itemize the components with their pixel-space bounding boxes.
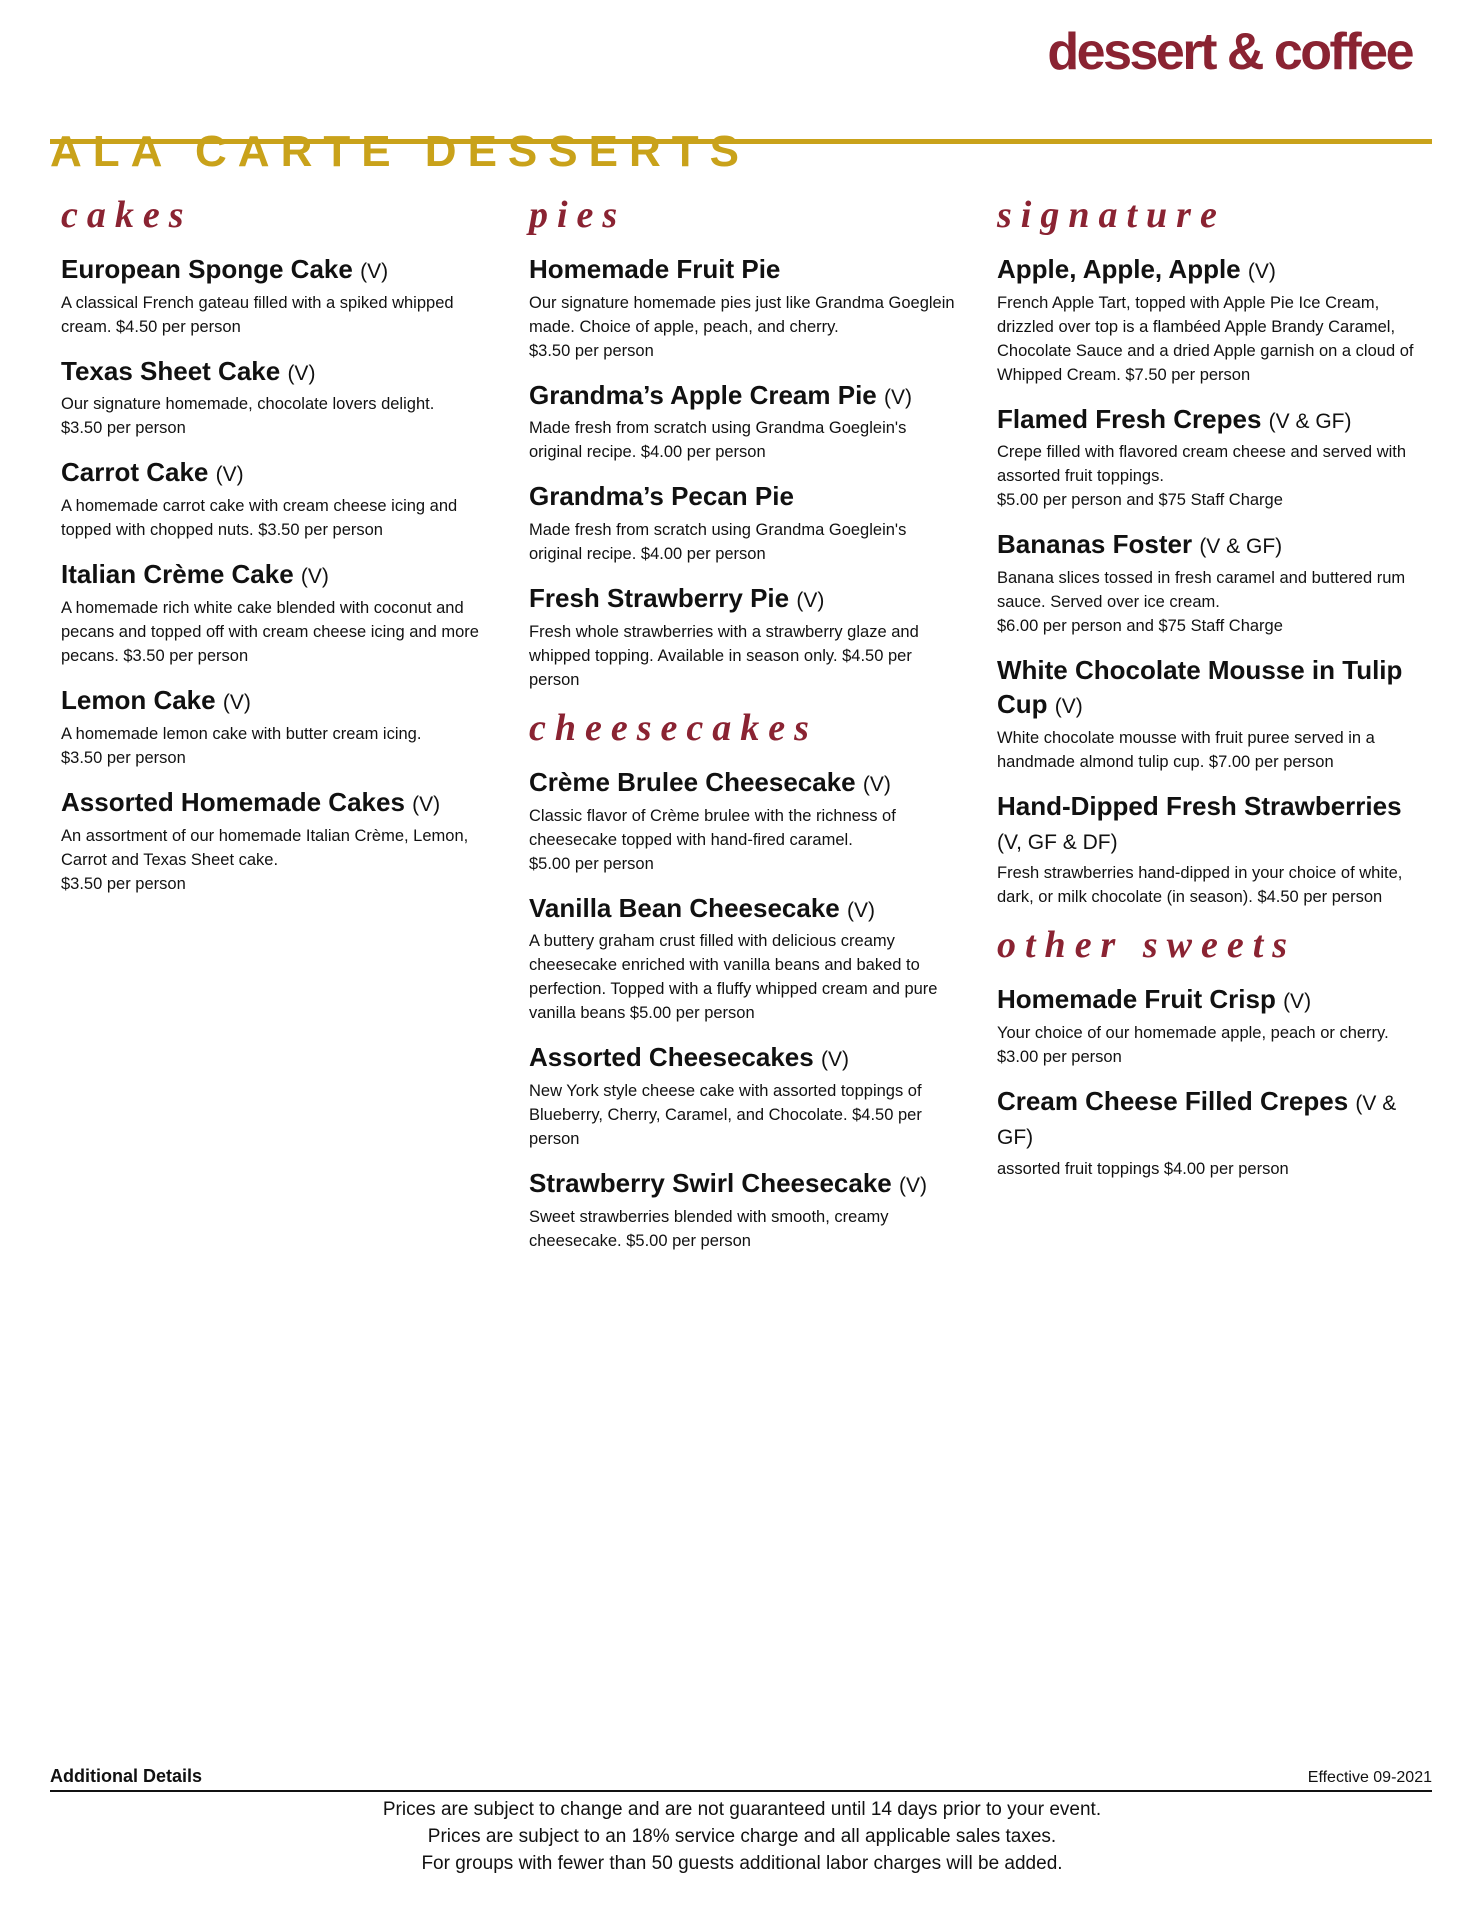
menu-item — [997, 1085, 1427, 1181]
menu-item-title — [61, 253, 491, 287]
menu-item-name: Homemade Fruit Pie — [529, 253, 781, 284]
menu-column-3 — [997, 195, 1427, 1197]
section-title: other sweets — [997, 924, 1297, 967]
dietary-tag: (V) — [1054, 694, 1083, 718]
dietary-tag: (V & GF) — [1268, 409, 1352, 433]
page-title: ALA CARTE DESSERTS — [50, 127, 750, 176]
menu-item-title — [529, 582, 964, 616]
menu-item-name: Flamed Fresh Crepes — [997, 403, 1262, 434]
menu-item-name: Hand-Dipped Fresh Strawberries — [997, 790, 1402, 821]
menu-item — [529, 892, 964, 1026]
dietary-tag: (V & GF) — [1199, 535, 1283, 559]
menu-item-description: White chocolate mousse with fruit puree served in a handmade almond tulip cup. $7.00 per person — [997, 728, 1375, 771]
menu-item-title — [529, 766, 964, 800]
menu-column-1 — [61, 195, 491, 912]
menu-item-name: Texas Sheet Cake — [61, 355, 281, 386]
menu-item-description: Crepe filled with flavored cream cheese and served with assorted fruit toppings. $5.00 per person and $75 Staff Charge — [997, 443, 1407, 510]
menu-item-name: Grandma’s Apple Cream Pie — [529, 379, 877, 410]
menu-item — [997, 983, 1427, 1069]
menu-item-description: Fresh whole strawberries with a strawberry glaze and whipped topping. Available in season only. $4.50 per person — [529, 622, 919, 689]
menu-item-description: French Apple Tart, topped with Apple Pie Ice Cream, drizzled over top is a flambéed Apple Brandy Caramel, Chocolate Sauce and a dried Apple garnish on a cloud of Whipped Cream. $7.50 per person — [997, 293, 1414, 384]
menu-item-description: A buttery graham crust filled with delicious creamy cheesecake enriched with vanilla beans and baked to perfection. Topped with a fluffy whipped cream and pure vanilla beans $5.00 per person — [529, 932, 938, 1023]
menu-item — [61, 558, 491, 668]
menu-item-title — [529, 1041, 964, 1075]
menu-item-title — [529, 379, 964, 413]
section-title: cakes — [61, 194, 193, 236]
menu-item-title — [997, 654, 1427, 722]
menu-item-title — [529, 480, 964, 514]
dietary-tag: (V) — [883, 385, 912, 409]
footer-note: Prices are subject to an 18% service charge and all applicable sales taxes. — [427, 1826, 1057, 1847]
menu-item-title — [997, 403, 1427, 437]
menu-item-name: Homemade Fruit Crisp — [997, 984, 1276, 1015]
menu-item — [529, 253, 964, 363]
menu-item-description: Our signature homemade pies just like Grandma Goeglein made. Choice of apple, peach, and cherry. $3.50 per person — [529, 293, 955, 360]
menu-item-title — [997, 1085, 1427, 1153]
menu-item-name: Lemon Cake — [61, 684, 216, 715]
menu-item-description: An assortment of our homemade Italian Crème, Lemon, Carrot and Texas Sheet cake. $3.50 per person — [61, 826, 469, 893]
menu-item-name: White Chocolate Mousse in Tulip Cup — [997, 655, 1403, 719]
footer-rule — [50, 1790, 1432, 1792]
menu-item-name: European Sponge Cake — [61, 253, 353, 284]
menu-item — [529, 582, 964, 692]
menu-item-title — [997, 253, 1427, 287]
menu-item — [997, 253, 1427, 387]
dietary-tag: (V) — [300, 565, 329, 589]
footer-notes — [0, 1796, 1484, 1877]
dietary-tag: (V) — [846, 898, 875, 922]
dietary-tag: (V) — [222, 690, 251, 714]
menu-item-description: A homemade rich white cake blended with coconut and pecans and topped off with cream cheese icing and more pecans. $3.50 per person — [61, 598, 479, 665]
menu-item-title — [997, 528, 1427, 562]
section-title: cheesecakes — [529, 706, 818, 749]
dietary-tag: (V) — [1283, 990, 1312, 1014]
footer-note: For groups with fewer than 50 guests additional labor charges will be added. — [421, 1853, 1063, 1874]
menu-item-description: Made fresh from scratch using Grandma Goeglein's original recipe. $4.00 per person — [529, 521, 907, 564]
menu-item-name: Apple, Apple, Apple — [997, 253, 1241, 284]
menu-item — [529, 766, 964, 876]
menu-item-description: Our signature homemade, chocolate lovers delight. $3.50 per person — [61, 395, 435, 438]
menu-item — [61, 355, 491, 441]
dietary-tag: (V) — [215, 463, 244, 487]
section-title: signature — [997, 194, 1226, 236]
menu-item-title — [61, 558, 491, 592]
menu-item-title — [61, 684, 491, 718]
dietary-tag: (V) — [287, 361, 316, 385]
menu-item-description: Your choice of our homemade apple, peach or cherry. $3.00 per person — [997, 1023, 1389, 1066]
menu-item — [529, 379, 964, 465]
menu-item-name: Assorted Homemade Cakes — [61, 786, 405, 817]
footer-heading: Additional Details — [50, 1766, 203, 1786]
dietary-tag: (V) — [1247, 259, 1276, 283]
menu-item-name: Vanilla Bean Cheesecake — [529, 892, 840, 923]
footer-note: Prices are subject to change and are not guaranteed until 14 days prior to your event. — [382, 1799, 1102, 1820]
menu-item-title — [61, 786, 491, 820]
menu-item — [997, 790, 1427, 910]
menu-item — [529, 1041, 964, 1151]
menu-item-name: Italian Crème Cake — [61, 559, 294, 590]
menu-item-name: Carrot Cake — [61, 457, 209, 488]
menu-item-description: A classical French gateau filled with a spiked whipped cream. $4.50 per person — [61, 293, 454, 336]
menu-item — [61, 786, 491, 896]
menu-column-2 — [529, 195, 964, 1269]
menu-item-name: Bananas Foster — [997, 529, 1193, 560]
dietary-tag: (V) — [862, 772, 891, 796]
menu-item-name: Assorted Cheesecakes — [529, 1042, 814, 1073]
menu-item — [529, 480, 964, 566]
menu-item-name: Cream Cheese Filled Crepes — [997, 1085, 1349, 1116]
dietary-tag: (V & GF) — [997, 1091, 1397, 1149]
menu-item-name: Crème Brulee Cheesecake — [529, 766, 856, 797]
menu-item-name: Fresh Strawberry Pie — [529, 583, 790, 614]
dietary-tag: (V) — [820, 1048, 849, 1072]
menu-item-description: Made fresh from scratch using Grandma Goeglein's original recipe. $4.00 per person — [529, 419, 907, 462]
menu-item-description: A homemade lemon cake with butter cream icing. $3.50 per person — [61, 724, 422, 767]
brand-title: dessert & coffee — [1047, 23, 1412, 81]
menu-item-title — [997, 790, 1427, 858]
effective-date: Effective 09-2021 — [1307, 1769, 1432, 1786]
menu-item — [997, 654, 1427, 774]
menu-item-title — [529, 892, 964, 926]
menu-item — [529, 1167, 964, 1253]
menu-item-description: Fresh strawberries hand-dipped in your choice of white, dark, or milk chocolate (in season). $4.50 per person — [997, 864, 1403, 907]
menu-item-description: Classic flavor of Crème brulee with the richness of cheesecake topped with hand-fired caramel. $5.00 per person — [529, 806, 896, 873]
menu-item-description: Sweet strawberries blended with smooth, creamy cheesecake. $5.00 per person — [529, 1207, 889, 1250]
menu-item-title — [529, 1167, 964, 1201]
menu-item-description: Banana slices tossed in fresh caramel and buttered rum sauce. Served over ice cream. $6.00 per person and $75 Staff Charge — [997, 569, 1406, 636]
menu-item-title — [61, 355, 491, 389]
menu-item — [61, 253, 491, 339]
menu-item-title — [61, 456, 491, 490]
menu-item — [997, 403, 1427, 513]
menu-item-name: Grandma’s Pecan Pie — [529, 481, 794, 512]
menu-item-title — [997, 983, 1427, 1017]
dietary-tag: (V) — [360, 259, 389, 283]
menu-item-description: A homemade carrot cake with cream cheese icing and topped with chopped nuts. $3.50 per person — [61, 497, 458, 540]
menu-item-description: assorted fruit toppings $4.00 per person — [997, 1159, 1289, 1178]
menu-item — [61, 456, 491, 542]
section-title: pies — [529, 194, 627, 236]
dietary-tag: (V) — [412, 792, 441, 816]
menu-item-description: New York style cheese cake with assorted toppings of Blueberry, Cherry, Caramel, and Chocolate. $4.50 per person — [529, 1082, 922, 1149]
dietary-tag: (V, GF & DF) — [997, 830, 1118, 854]
dietary-tag: (V) — [796, 589, 825, 613]
dietary-tag: (V) — [899, 1174, 927, 1198]
menu-item — [61, 684, 491, 770]
menu-item — [997, 528, 1427, 638]
menu-item-name: Strawberry Swirl Cheesecake — [529, 1168, 892, 1199]
menu-item-title — [529, 253, 964, 287]
